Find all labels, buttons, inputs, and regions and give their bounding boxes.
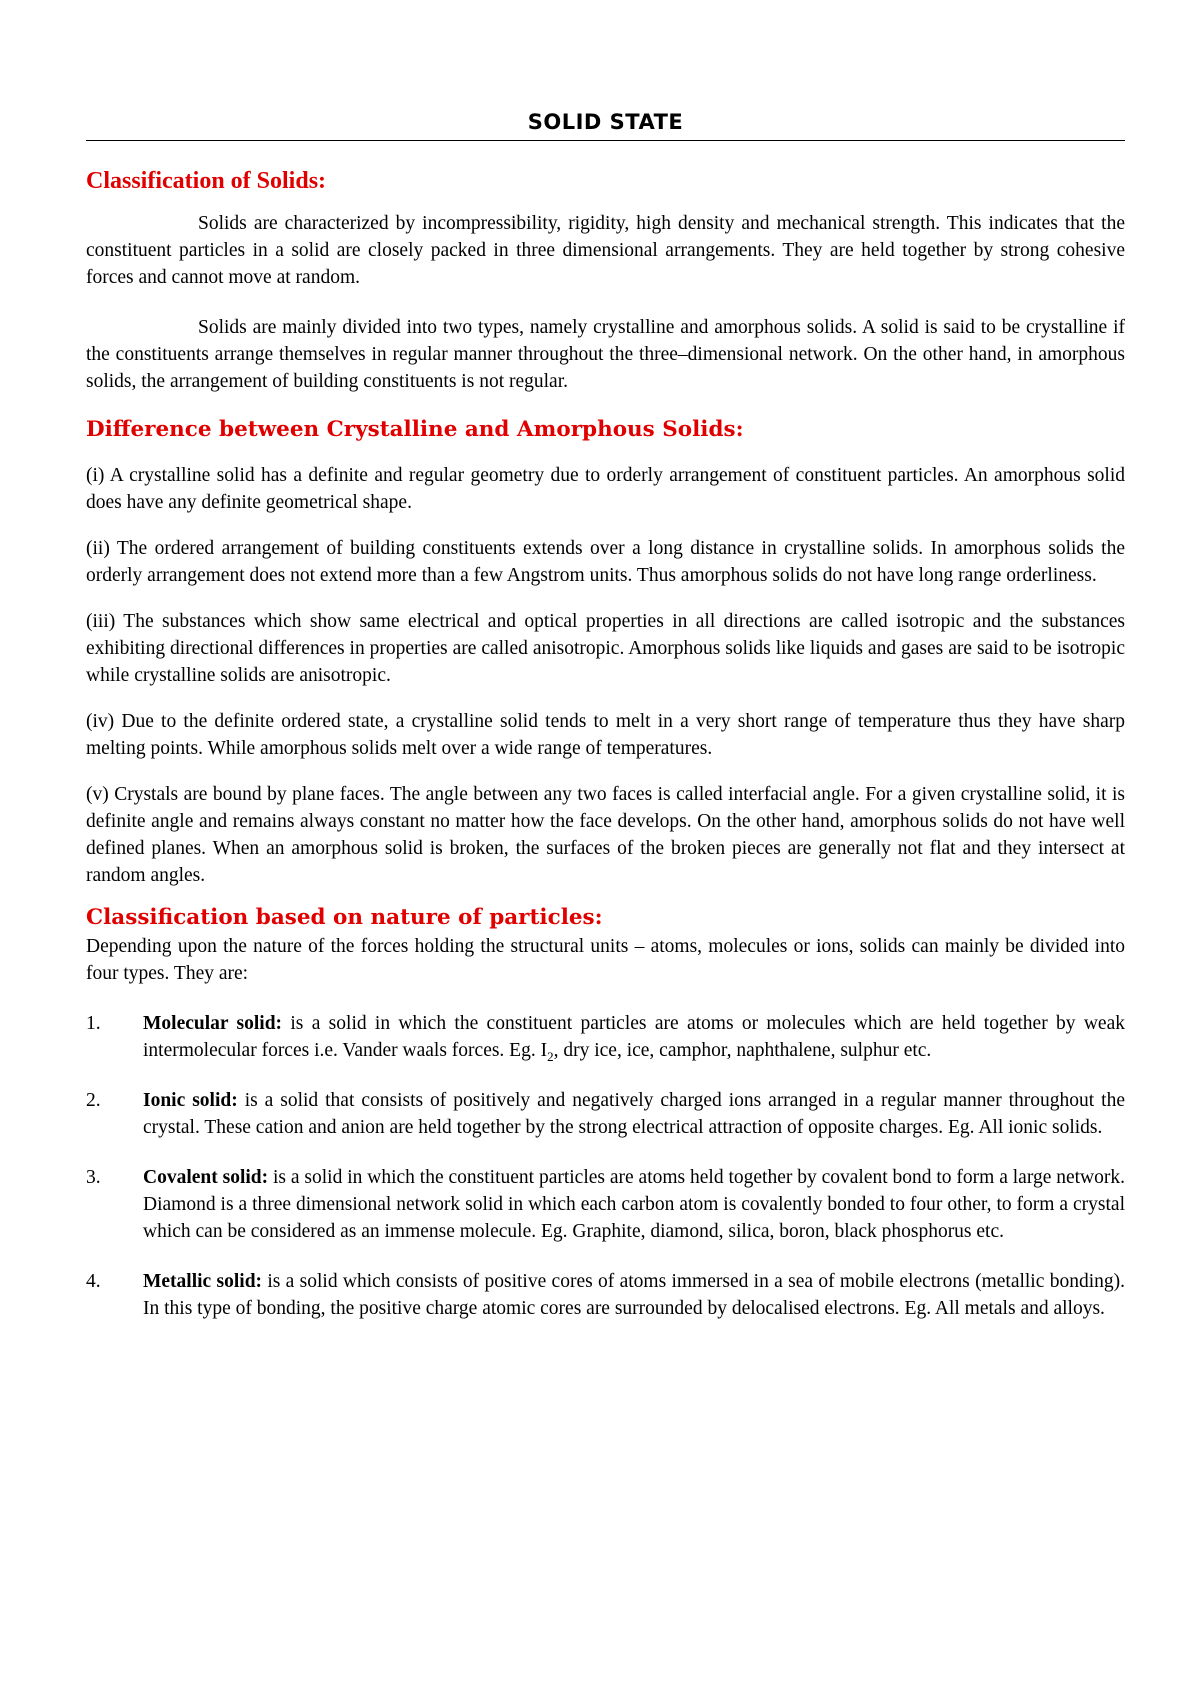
list-text <box>143 1087 1125 1141</box>
list-number: 2. <box>86 1090 101 1111</box>
subscript: 2 <box>547 1048 554 1064</box>
title-divider <box>86 140 1125 141</box>
difference-point-2: (ii) The ordered arrangement of building constituents extends over a long distance in crystalline solids. In amorphous solids the orderly arrangement does not extend more than a few Angstrom units. Thus amorphous solids do not have long range orderliness. <box>86 538 1125 586</box>
term-description: is a solid that consists of positively and negatively charged ions arranged in a regular manner throughout the crystal. These cation and anion are held together by the strong electrical attraction of opposite charges. Eg. All ionic solids. <box>143 1090 1125 1138</box>
nature-heading: Classification based on nature of particles: <box>86 905 603 930</box>
term-description-cont: , dry ice, ice, camphor, naphthalene, sulphur etc. <box>553 1040 932 1061</box>
list-number: 4. <box>86 1271 101 1292</box>
list-text <box>143 1164 1125 1245</box>
list-item <box>86 1164 1125 1245</box>
list-item <box>86 1268 1125 1322</box>
nature-intro: Depending upon the nature of the forces holding the structural units – atoms, molecules or ions, solids can mainly be divided into four types. They are: <box>86 936 1125 984</box>
term-description: is a solid which consists of positive cores of atoms immersed in a sea of mobile electrons (metallic bonding). In this type of bonding, the positive charge atomic cores are surrounded by delocalised electrons. Eg. All metals and alloys. <box>143 1271 1125 1319</box>
list-number: 1. <box>86 1013 101 1034</box>
list-text <box>143 1268 1125 1322</box>
difference-point-4: (iv) Due to the definite ordered state, a crystalline solid tends to melt in a very short range of temperature thus they have sharp melting points. While amorphous solids melt over a wide range of temperatures. <box>86 711 1125 759</box>
difference-point-5: (v) Crystals are bound by plane faces. The angle between any two faces is called interfacial angle. For a given crystalline solid, it is definite angle and remains always constant no matter how the face develops. On the other hand, amorphous solids do not have well defined planes. When an amorphous solid is broken, the surfaces of the broken pieces are generally not flat and they intersect at random angles. <box>86 784 1125 886</box>
page-title: SOLID STATE <box>527 110 684 134</box>
list-number: 3. <box>86 1167 101 1188</box>
term-description: is a solid in which the constituent particles are atoms or molecules which are held together by weak intermolecular forces i.e. Vander waals forces. Eg. I <box>143 1013 1125 1061</box>
solid-types-list <box>86 1010 1125 1322</box>
difference-heading: Difference between Crystalline and Amorphous Solids: <box>86 417 744 442</box>
classification-paragraph-2: Solids are mainly divided into two types, namely crystalline and amorphous solids. A solid is said to be crystalline if the constituents arrange themselves in regular manner throughout the three–dimensional network. On the other hand, in amorphous solids, the arrangement of building constituents is not regular. <box>86 317 1125 392</box>
classification-paragraph-1: Solids are characterized by incompressibility, rigidity, high density and mechanical strength. This indicates that the constituent particles in a solid are closely packed in three dimensional arrangements. They are held together by strong cohesive forces and cannot move at random. <box>86 213 1125 288</box>
classification-heading: Classification of Solids: <box>86 168 327 194</box>
list-item <box>86 1087 1125 1141</box>
difference-point-3: (iii) The substances which show same electrical and optical properties in all directions are called isotropic and the substances exhibiting directional differences in properties are called anisotropic. Amorphous solids like liquids and gases are said to be isotropic while crystalline solids are anisotropic. <box>86 611 1125 686</box>
term-label: Covalent solid: <box>143 1167 269 1188</box>
list-item <box>86 1010 1125 1064</box>
term-label: Molecular solid: <box>143 1013 283 1034</box>
difference-point-1: (i) A crystalline solid has a definite and regular geometry due to orderly arrangement of constituent particles. An amorphous solid does have any definite geometrical shape. <box>86 465 1125 513</box>
list-text <box>143 1010 1125 1064</box>
term-description: is a solid in which the constituent particles are atoms held together by covalent bond to form a large network. Diamond is a three dimensional network solid in which each carbon atom is covalently bonded to four other, to form a crystal which can be considered as an immense molecule. Eg. Graphite, diamond, silica, boron, black phosphorus etc. <box>143 1167 1126 1242</box>
term-label: Ionic solid: <box>143 1090 238 1111</box>
term-label: Metallic solid: <box>143 1271 263 1292</box>
